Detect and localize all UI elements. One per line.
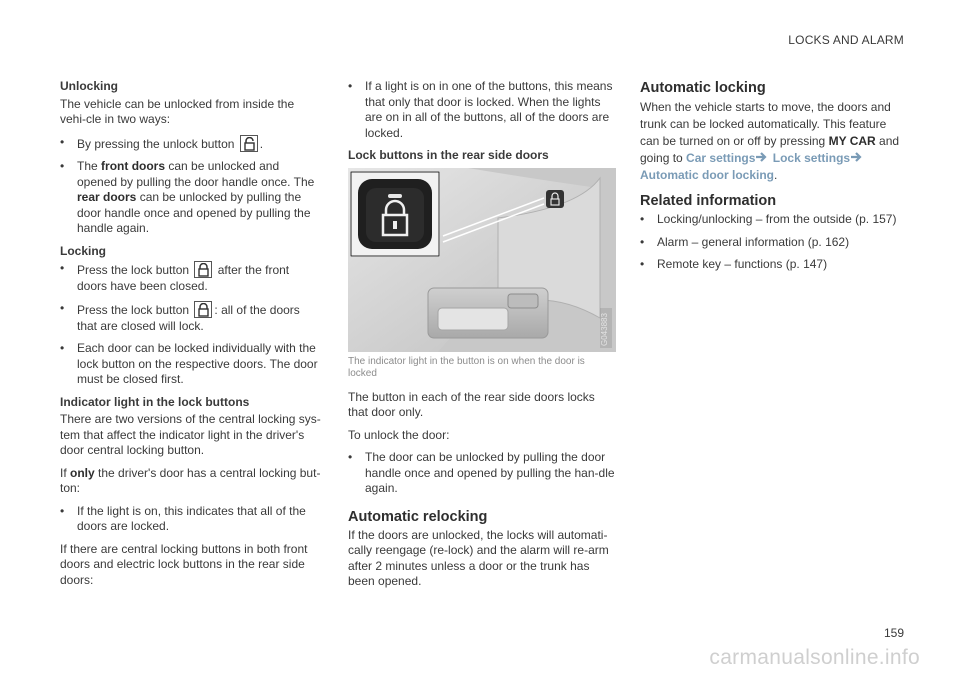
- page-number: 159: [883, 625, 904, 640]
- text: Press the lock button: [77, 263, 190, 277]
- text: after the front doors have been closed.: [77, 263, 290, 293]
- indicator-list: [60, 504, 322, 535]
- list-item: • Each door can be locked individually with the lock button on the respective doors. The door must be closed first.: [60, 341, 322, 388]
- list-item: [60, 261, 322, 294]
- rear-lock-heading: Lock buttons in the rear side doors: [348, 148, 549, 162]
- text: and going to: [640, 134, 900, 165]
- text: If: [60, 465, 67, 480]
- unlock-button-icon: [240, 135, 258, 152]
- indicator-paragraph: There are two versions of the central locking sys-tem that affect the indicator light in the driver's door central locking button.: [60, 412, 321, 457]
- relocking-paragraph: If the doors are unlocked, the locks will automati-cally reengage (re-lock) and the alarm will re-arm after 2 minutes unless a door or the trunk has been opened.: [348, 527, 609, 588]
- related-link-locking[interactable]: • Locking/unlocking – from the outside (p. 157): [640, 212, 902, 228]
- my-car-term: MY CAR: [828, 134, 876, 148]
- text: can be unlocked and opened by pulling the door handle once. The: [77, 159, 315, 189]
- text: .: [774, 168, 778, 182]
- rear-door-lock-illustration: [348, 168, 616, 352]
- menu-path-automatic-door-locking: Automatic door locking: [640, 168, 775, 182]
- text: The: [77, 159, 98, 173]
- text: When the vehicle starts to move, the doors and trunk can be locked automatically. This feature can be turned on or off by pressing: [640, 100, 891, 148]
- front-doors-term: front doors: [101, 159, 166, 173]
- menu-path-car-settings: Car settings: [686, 151, 756, 165]
- lock-button-icon: [194, 261, 212, 278]
- rear-paragraph-2: To unlock the door:: [348, 427, 450, 442]
- column-middle: [348, 79, 616, 597]
- text: .: [259, 136, 264, 151]
- indicator-heading: Indicator light in the lock buttons: [60, 394, 250, 409]
- locking-list: [60, 261, 322, 388]
- related-link-alarm[interactable]: • Alarm – general information (p. 162): [640, 235, 902, 251]
- column-right: [640, 79, 902, 280]
- locking-heading: Locking: [60, 243, 107, 258]
- list-item: [60, 135, 322, 153]
- figure-caption: The indicator light in the button is on when the door is locked: [348, 355, 585, 379]
- indicator-paragraph-both: If there are central locking buttons in both front doors and electric lock buttons in the rear side doors:: [60, 541, 308, 587]
- text: can be unlocked by pulling the door handle once and opened by pulling the handle again.: [77, 190, 311, 235]
- text: the driver's door has a central locking but-ton:: [60, 465, 321, 495]
- rear-paragraph: The button in each of the rear side doors locks that door only.: [348, 389, 595, 419]
- list-item: • If a light is on in one of the buttons, this means that only that door is locked. When the lights are on in all of the buttons, all of the doors are locked.: [348, 79, 616, 141]
- list-item: • The door can be unlocked by pulling the door handle once and opened by pulling the han-dle again.: [348, 450, 616, 497]
- rear-doors-term: rear doors: [77, 190, 137, 204]
- relocking-heading: Automatic relocking: [348, 508, 488, 525]
- lock-button-icon: [194, 301, 212, 318]
- text: Press the lock button: [77, 303, 190, 317]
- text: : all of the doors that are closed will lock.: [77, 303, 300, 333]
- figure-code: G043883: [600, 312, 609, 346]
- text: By pressing the unlock button: [77, 136, 235, 151]
- page-header-title: LOCKS AND ALARM: [788, 33, 904, 47]
- indicator-paragraph-only: [60, 466, 322, 497]
- only-term: only: [70, 465, 95, 480]
- list-item: • If the light is on, this indicates that all of the doors are locked.: [60, 504, 322, 535]
- auto-locking-heading: Automatic locking: [640, 80, 766, 96]
- indicator-list-continued: [348, 79, 616, 141]
- column-left: [60, 79, 322, 595]
- menu-path-lock-settings: Lock settings: [772, 151, 851, 165]
- arrow-right-icon: [755, 151, 769, 165]
- auto-locking-paragraph: [640, 99, 902, 184]
- unlocking-heading: Unlocking: [60, 79, 119, 93]
- watermark: carmanualsonline.info: [709, 645, 920, 669]
- related-list: [640, 212, 902, 273]
- arrow-right-icon: [850, 151, 864, 165]
- related-info-heading: Related information: [640, 193, 777, 209]
- door-panel-illustration: [348, 168, 616, 352]
- rear-list: [348, 450, 616, 497]
- list-item: [60, 159, 322, 237]
- related-link-remote-key[interactable]: • Remote key – functions (p. 147): [640, 257, 902, 273]
- unlocking-intro: The vehicle can be unlocked from inside the vehi-cle in two ways:: [60, 96, 295, 126]
- unlocking-list: [60, 135, 322, 237]
- list-item: [60, 301, 322, 334]
